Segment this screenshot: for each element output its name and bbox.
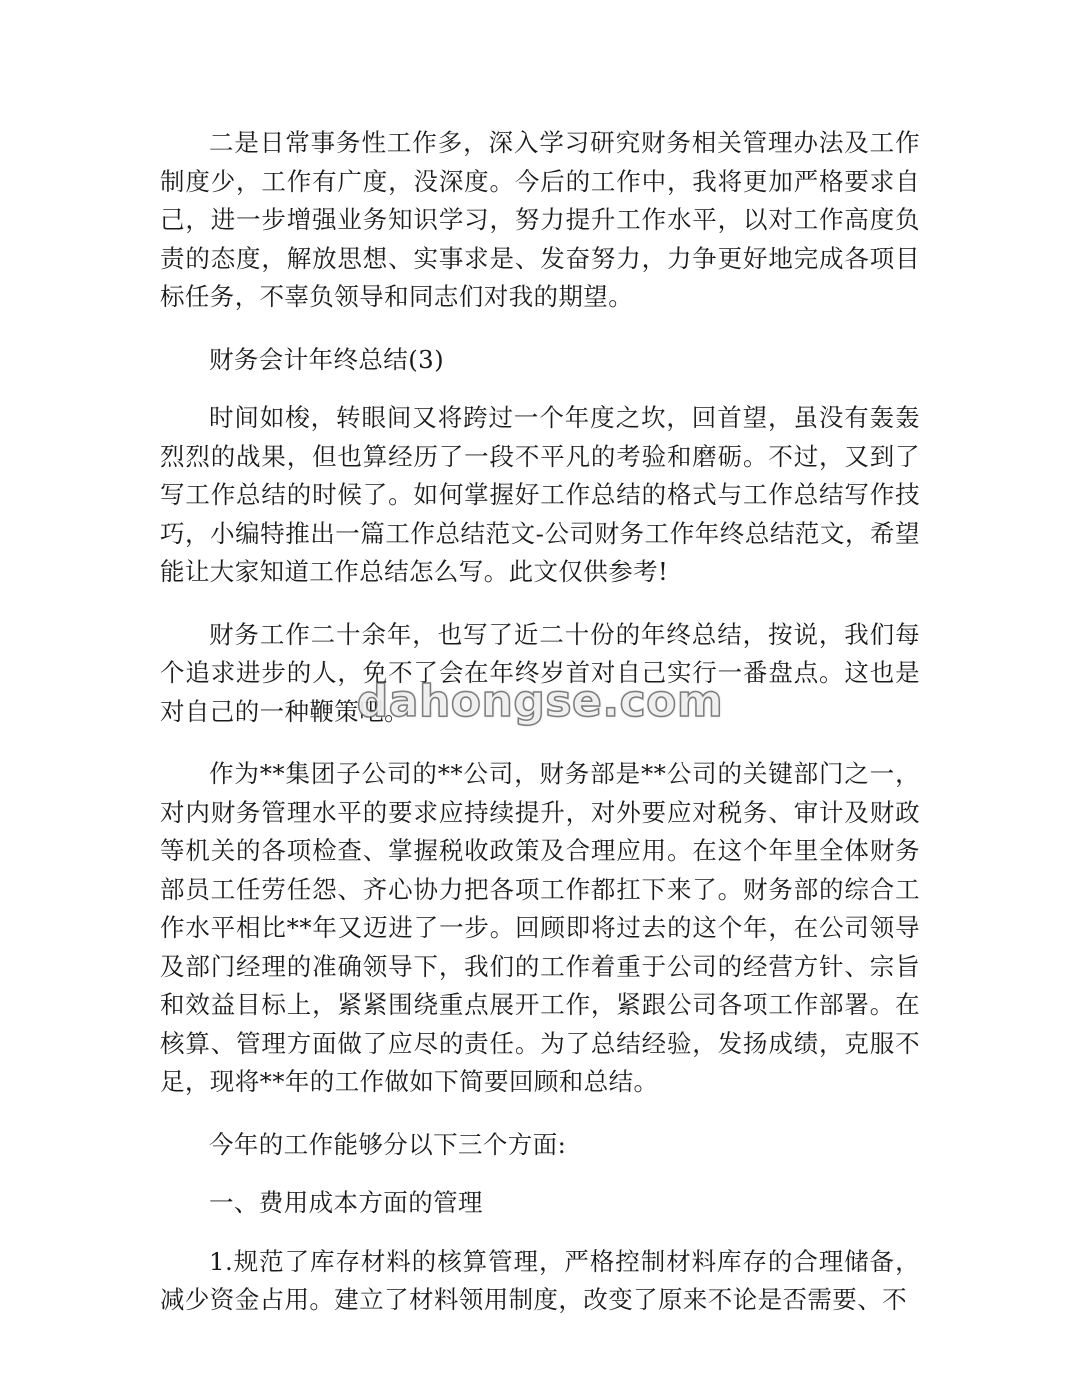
watermark-text: dahongse.com xyxy=(356,676,724,727)
paragraph-4: 作为**集团子公司的**公司，财务部是**公司的关键部门之一，对内财务管理水平的要求应持续提升，对外要应对税务、审计及财政等机关的各项检查、掌握税收政策及合理应用。在这个年里全体财务部员工任劳任怨、齐心协力把各项工作都扛下来了。财务部的综合工作水平相比**年又迈进了一步。回顾即将过去的这个年，在公司领导及部门经理的准确领导下，我们的工作着重于公司的经营方针、宗旨和效益目标上，紧紧围绕重点展开工作，紧跟公司各项工作部署。在核算、管理方面做了应尽的责任。为了总结经验，发扬成绩，克服不足，现将**年的工作做如下简要回顾和总结。 xyxy=(160,759,920,1096)
paragraph-1: 二是日常事务性工作多，深入学习研究财务相关管理办法及工作制度少，工作有广度，没深度。今后的工作中，我将更加严格要求自己，进一步增强业务知识学习，努力提升工作水平，以对工作高度负责的态度，解放思想、实事求是、发奋努力，力争更好地完成各项目标任务，不辜负领导和同志们对我的期望。 xyxy=(160,128,920,311)
section-title: 财务会计年终总结(3) xyxy=(209,344,445,374)
paragraph-2: 时间如梭，转眼间又将跨过一个年度之坎，回首望，虽没有轰轰烈烈的战果，但也算经历了一段不平凡的考验和磨砺。不过，又到了写工作总结的时候了。如何掌握好工作总结的格式与工作总结写作技巧，小编特推出一篇工作总结范文-公司财务工作年终总结范文，希望能让大家知道工作总结怎么写。此文仅供参考! xyxy=(160,403,920,586)
paragraph-6: 1.规范了库存材料的核算管理，严格控制材料库存的合理储备，减少资金占用。建立了材料领用制度，改变了原来不论是否需要、不 xyxy=(160,1246,920,1314)
subsection-title: 一、费用成本方面的管理 xyxy=(209,1188,483,1217)
paragraph-3: 财务工作二十余年，也写了近二十份的年终总结，按说，我们每个追求进步的人，免不了会在年终岁首对自己实行一番盘点。这也是对自己的一种鞭策吧。 xyxy=(160,619,920,726)
document-body xyxy=(160,124,920,1320)
paragraph-5: 今年的工作能够分以下三个方面: xyxy=(209,1129,567,1159)
